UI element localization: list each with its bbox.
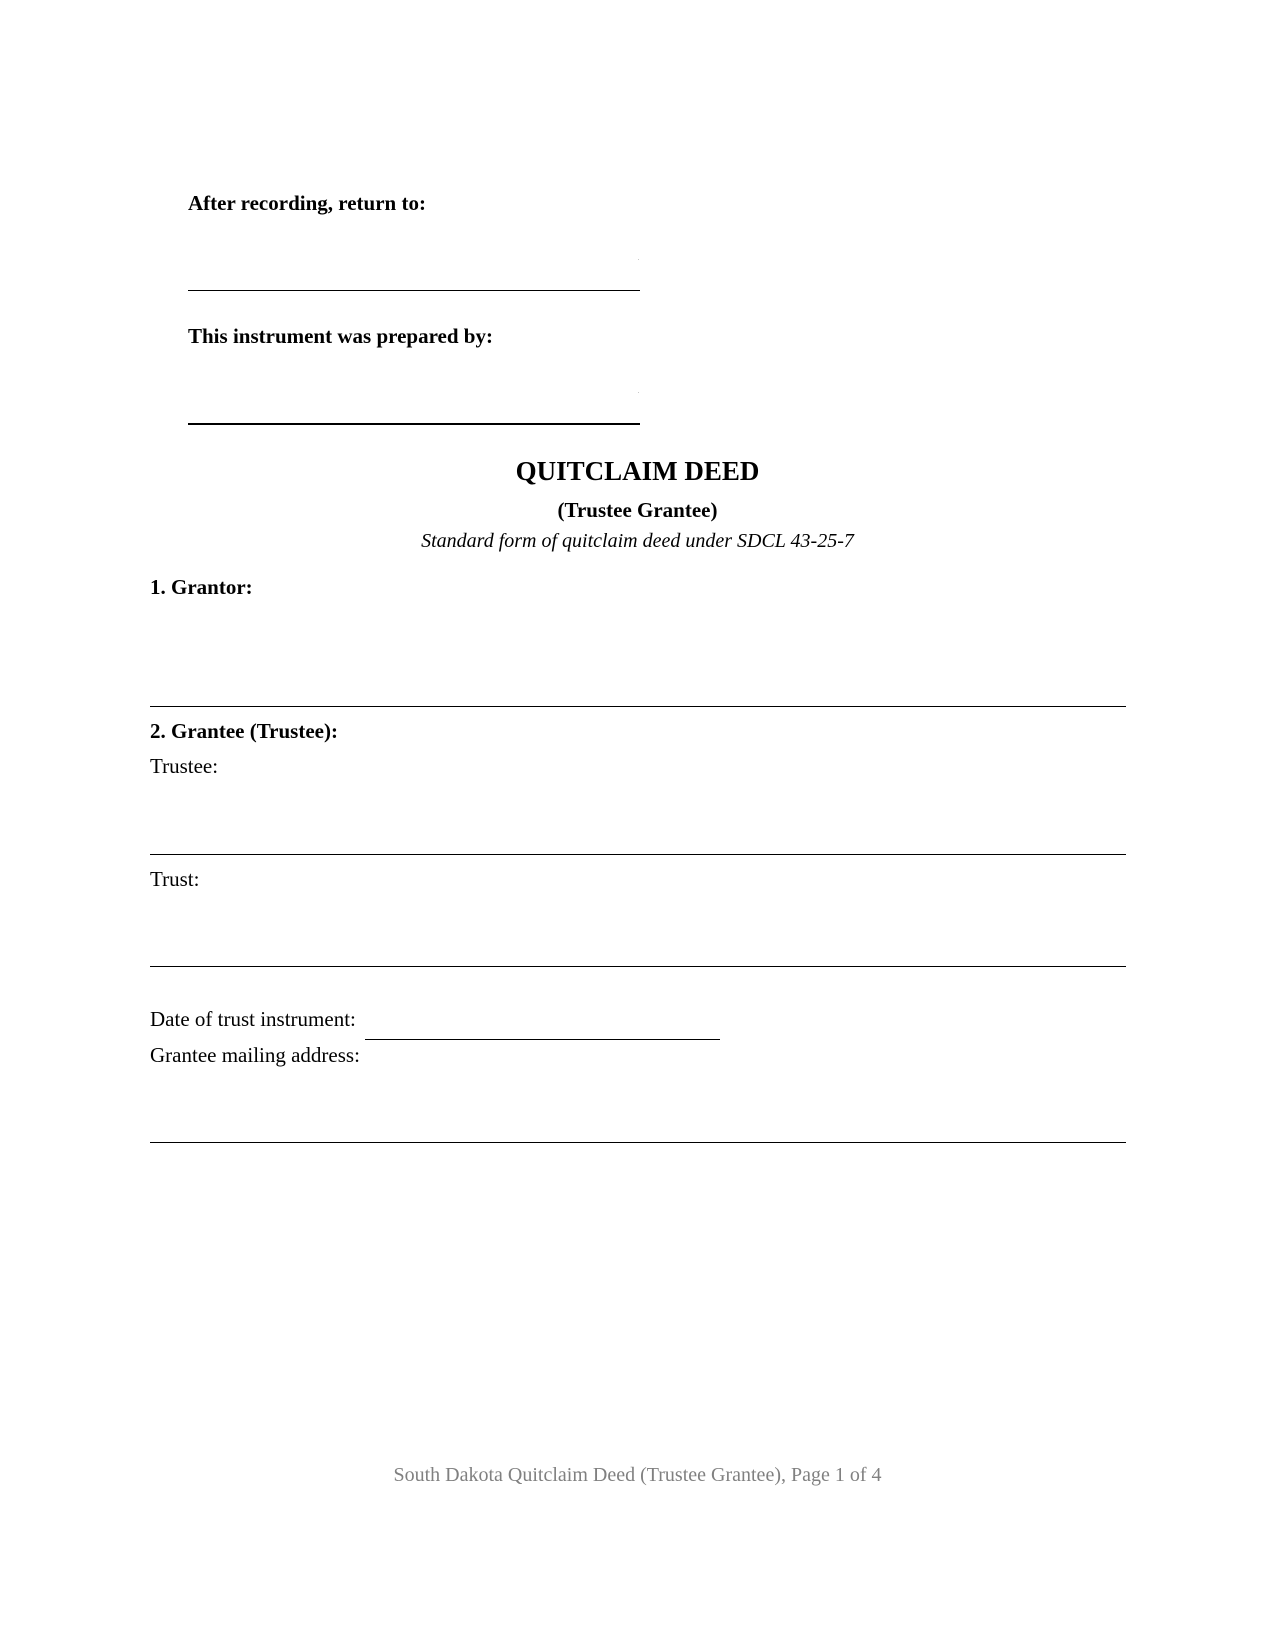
document-title: QUITCLAIM DEED bbox=[515, 456, 760, 486]
grantee-heading: 2. Grantee (Trustee): bbox=[150, 719, 338, 743]
grantor-field[interactable] bbox=[150, 706, 1126, 707]
prepared-by-label: This instrument was prepared by: bbox=[188, 324, 493, 348]
trustee-label: Trustee: bbox=[150, 754, 219, 778]
return-to-field[interactable] bbox=[188, 290, 640, 291]
field-marker bbox=[638, 392, 639, 393]
trust-field[interactable] bbox=[150, 966, 1126, 967]
mailing-address-field[interactable] bbox=[150, 1142, 1126, 1143]
field-marker bbox=[638, 259, 639, 260]
statute-reference: Standard form of quitclaim deed under SDCL 43-25-7 bbox=[421, 530, 854, 552]
grantor-heading: 1. Grantor: bbox=[150, 575, 253, 599]
trust-label: Trust: bbox=[150, 867, 200, 891]
mailing-address-label: Grantee mailing address: bbox=[150, 1043, 360, 1067]
trustee-field[interactable] bbox=[150, 854, 1126, 855]
trust-date-label: Date of trust instrument: bbox=[150, 1007, 356, 1031]
return-to-label: After recording, return to: bbox=[188, 191, 426, 215]
prepared-by-field[interactable] bbox=[188, 423, 640, 425]
page-footer: South Dakota Quitclaim Deed (Trustee Grantee), Page 1 of 4 bbox=[393, 1464, 882, 1486]
document-subtitle: (Trustee Grantee) bbox=[557, 498, 718, 522]
trust-date-field[interactable] bbox=[365, 1039, 720, 1040]
